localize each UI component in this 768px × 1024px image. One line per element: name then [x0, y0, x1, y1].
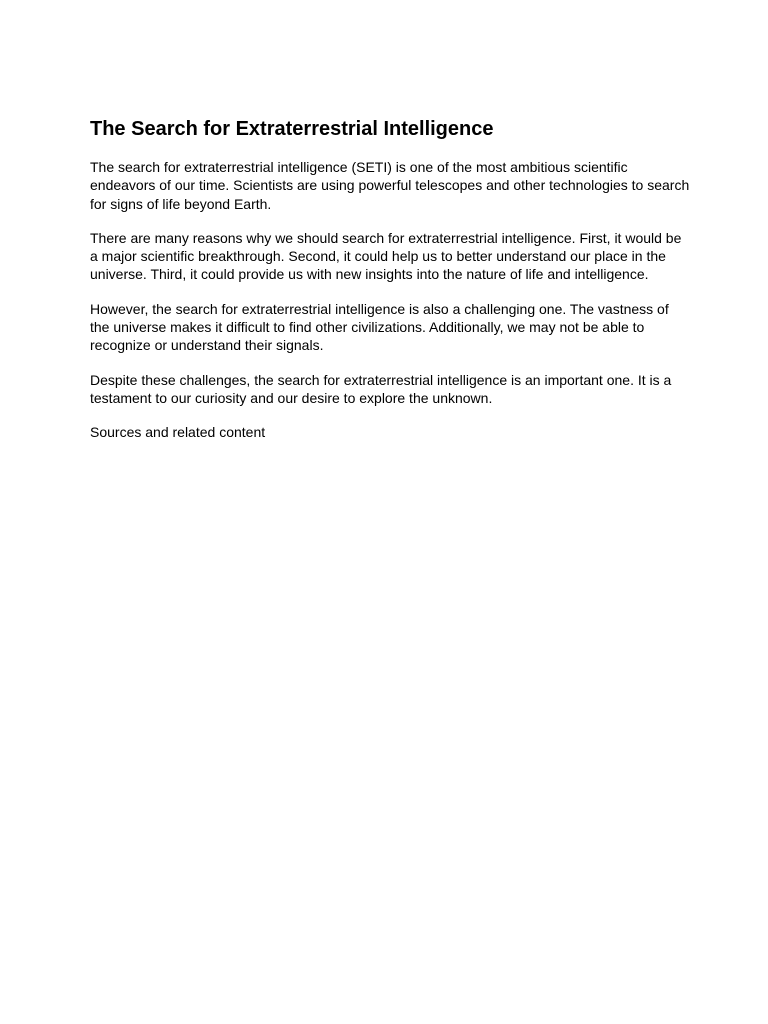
document-page — [90, 114, 690, 442]
page-title: The Search for Extraterrestrial Intelligence — [90, 118, 494, 140]
sources-link[interactable]: Sources and related content — [90, 424, 266, 441]
paragraph-challenges: However, the search for extraterrestrial intelligence is also a challenging one. The vastness of the universe makes it difficult to find other civilizations. Additionally, we may not be able to recognize or understand their signals. — [90, 300, 669, 354]
paragraph-conclusion: Despite these challenges, the search for extraterrestrial intelligence is an important one. It is a testament to our curiosity and our desire to explore the unknown. — [90, 371, 672, 406]
paragraph-intro: The search for extraterrestrial intelligence (SETI) is one of the most ambitious scientific endeavors of our time. Scientists are using powerful telescopes and other technologies to search for signs of life beyond Earth. — [90, 159, 690, 212]
paragraph-reasons: There are many reasons why we should search for extraterrestrial intelligence. First, it would be a major scientific breakthrough. Second, it could help us to better understand our place in the universe. Third, it could provide us with new insights into the nature of life and intelligence. — [90, 229, 682, 283]
